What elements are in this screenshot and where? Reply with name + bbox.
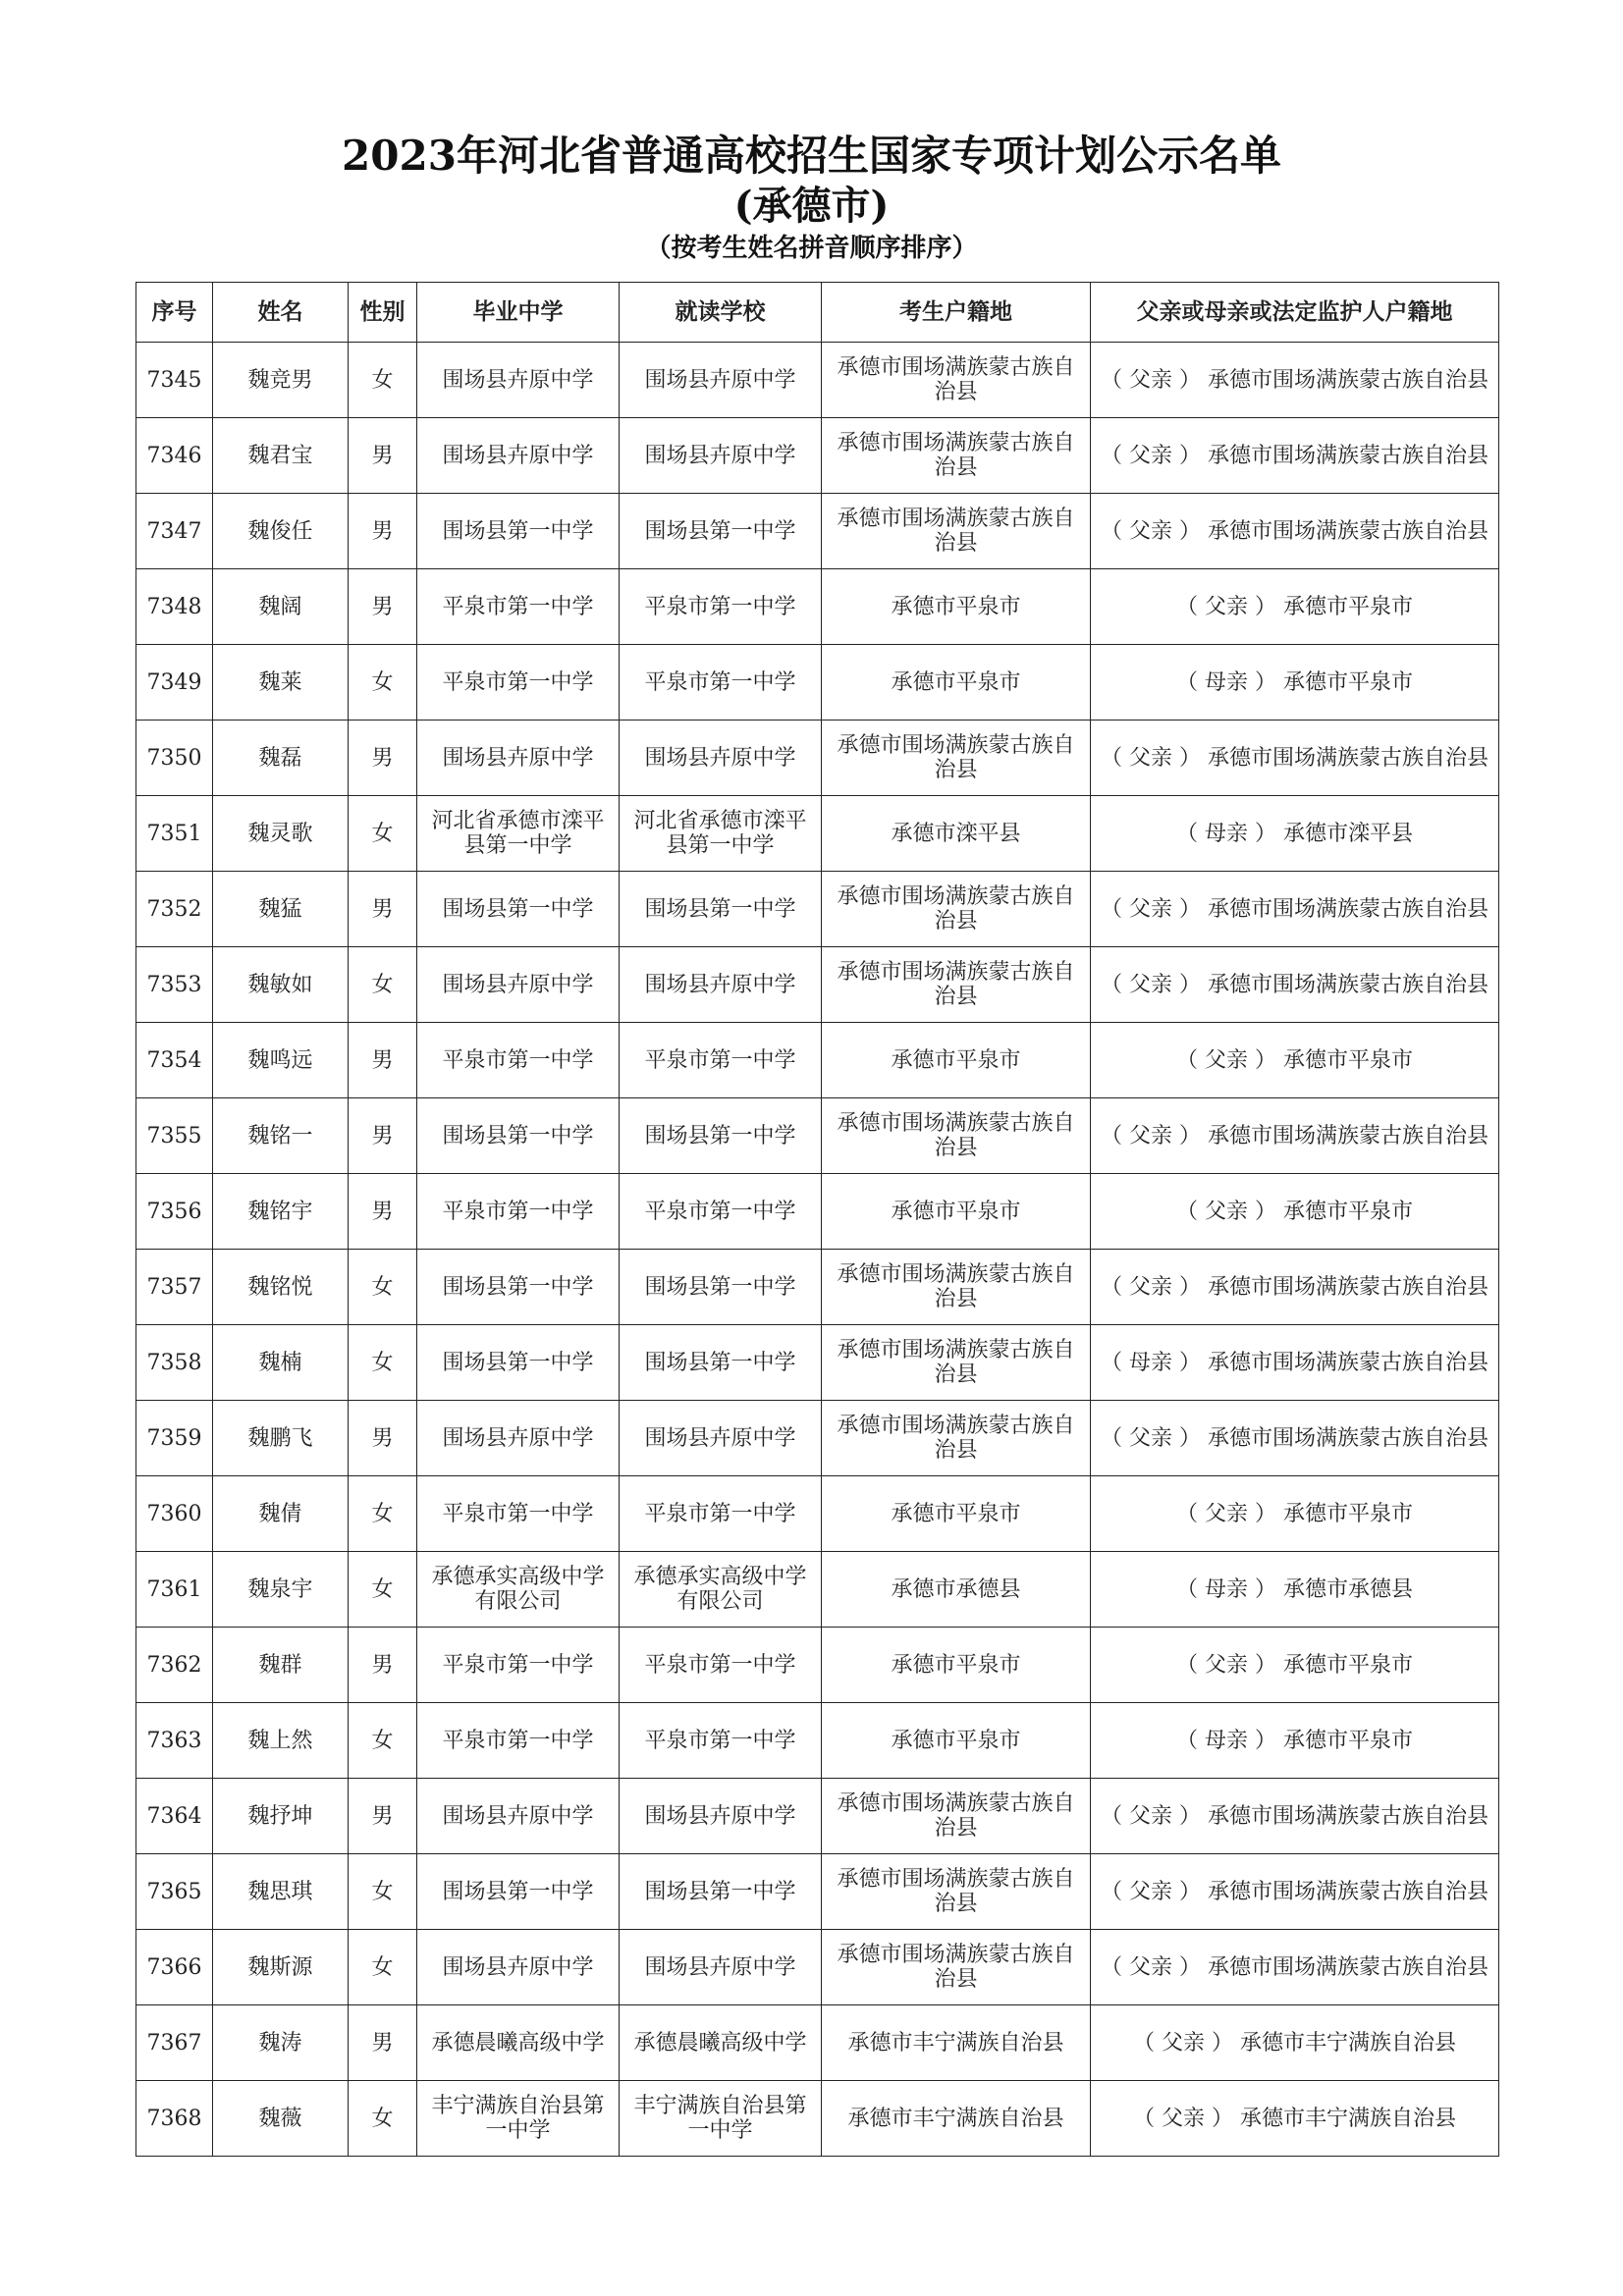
cell-current-school: 围场县卉原中学 (620, 418, 822, 494)
cell-candidate-residence: 承德市平泉市 (822, 1628, 1091, 1703)
cell-candidate-residence: 承德市承德县 (822, 1552, 1091, 1628)
cell-gender: 女 (349, 1703, 417, 1779)
cell-current-school: 围场县第一中学 (620, 872, 822, 947)
cell-guardian-residence: （ 母亲 ） 承德市承德县 (1091, 1552, 1499, 1628)
cell-guardian-residence: （ 父亲 ） 承德市丰宁满族自治县 (1091, 2005, 1499, 2081)
cell-graduated-school: 平泉市第一中学 (417, 569, 620, 645)
cell-name: 魏阔 (213, 569, 349, 645)
cell-name: 魏薇 (213, 2081, 349, 2157)
cell-current-school: 围场县第一中学 (620, 1098, 822, 1174)
cell-index: 7356 (136, 1174, 213, 1250)
cell-graduated-school: 围场县第一中学 (417, 1098, 620, 1174)
cell-index: 7352 (136, 872, 213, 947)
table-row (136, 1628, 1499, 1703)
cell-index: 7347 (136, 494, 213, 569)
cell-index: 7355 (136, 1098, 213, 1174)
cell-graduated-school: 承德承实高级中学有限公司 (417, 1552, 620, 1628)
table-row (136, 947, 1499, 1023)
header-cell-current-school: 就读学校 (620, 283, 822, 343)
cell-name: 魏莱 (213, 645, 349, 721)
cell-guardian-residence: （ 父亲 ） 承德市围场满族蒙古族自治县 (1091, 1401, 1499, 1476)
cell-graduated-school: 平泉市第一中学 (417, 1703, 620, 1779)
cell-graduated-school: 围场县第一中学 (417, 1250, 620, 1325)
cell-guardian-residence: （ 父亲 ） 承德市围场满族蒙古族自治县 (1091, 947, 1499, 1023)
table-row (136, 418, 1499, 494)
cell-current-school: 围场县卉原中学 (620, 1779, 822, 1854)
cell-current-school: 承德晨曦高级中学 (620, 2005, 822, 2081)
cell-index: 7361 (136, 1552, 213, 1628)
table-row (136, 343, 1499, 418)
cell-name: 魏俊任 (213, 494, 349, 569)
cell-name: 魏铭悦 (213, 1250, 349, 1325)
cell-graduated-school: 围场县卉原中学 (417, 947, 620, 1023)
cell-guardian-residence: （ 母亲 ） 承德市滦平县 (1091, 796, 1499, 872)
cell-candidate-residence: 承德市平泉市 (822, 1476, 1091, 1552)
cell-index: 7360 (136, 1476, 213, 1552)
table-row (136, 1325, 1499, 1401)
table-row (136, 721, 1499, 796)
cell-candidate-residence: 承德市丰宁满族自治县 (822, 2005, 1091, 2081)
cell-candidate-residence: 承德市平泉市 (822, 1174, 1091, 1250)
cell-current-school: 围场县卉原中学 (620, 1930, 822, 2005)
cell-gender: 女 (349, 1552, 417, 1628)
cell-graduated-school: 平泉市第一中学 (417, 1023, 620, 1098)
cell-guardian-residence: （ 父亲 ） 承德市平泉市 (1091, 1174, 1499, 1250)
cell-graduated-school: 围场县卉原中学 (417, 343, 620, 418)
cell-gender: 男 (349, 569, 417, 645)
cell-current-school: 围场县第一中学 (620, 1325, 822, 1401)
cell-index: 7368 (136, 2081, 213, 2157)
cell-gender: 女 (349, 1930, 417, 2005)
cell-current-school: 围场县第一中学 (620, 494, 822, 569)
cell-name: 魏鹏飞 (213, 1401, 349, 1476)
table-row (136, 1174, 1499, 1250)
cell-index: 7353 (136, 947, 213, 1023)
cell-graduated-school: 围场县卉原中学 (417, 1401, 620, 1476)
cell-guardian-residence: （ 父亲 ） 承德市平泉市 (1091, 1023, 1499, 1098)
cell-candidate-residence: 承德市围场满族蒙古族自治县 (822, 721, 1091, 796)
cell-gender: 男 (349, 2005, 417, 2081)
cell-guardian-residence: （ 父亲 ） 承德市平泉市 (1091, 1476, 1499, 1552)
cell-graduated-school: 围场县第一中学 (417, 1325, 620, 1401)
cell-index: 7351 (136, 796, 213, 872)
cell-index: 7364 (136, 1779, 213, 1854)
cell-guardian-residence: （ 父亲 ） 承德市围场满族蒙古族自治县 (1091, 343, 1499, 418)
cell-gender: 女 (349, 1325, 417, 1401)
table-row (136, 2081, 1499, 2157)
cell-index: 7367 (136, 2005, 213, 2081)
cell-index: 7362 (136, 1628, 213, 1703)
cell-candidate-residence: 承德市丰宁满族自治县 (822, 2081, 1091, 2157)
cell-graduated-school: 平泉市第一中学 (417, 1628, 620, 1703)
cell-index: 7359 (136, 1401, 213, 1476)
cell-gender: 男 (349, 418, 417, 494)
header-cell-gender: 性别 (349, 283, 417, 343)
cell-name: 魏铭一 (213, 1098, 349, 1174)
cell-gender: 男 (349, 1401, 417, 1476)
cell-name: 魏抒坤 (213, 1779, 349, 1854)
cell-graduated-school: 围场县第一中学 (417, 872, 620, 947)
cell-guardian-residence: （ 父亲 ） 承德市围场满族蒙古族自治县 (1091, 1779, 1499, 1854)
cell-guardian-residence: （ 父亲 ） 承德市围场满族蒙古族自治县 (1091, 1098, 1499, 1174)
table-row (136, 1703, 1499, 1779)
cell-current-school: 围场县卉原中学 (620, 1401, 822, 1476)
cell-guardian-residence: （ 父亲 ） 承德市围场满族蒙古族自治县 (1091, 872, 1499, 947)
cell-graduated-school: 河北省承德市滦平县第一中学 (417, 796, 620, 872)
table-row (136, 1250, 1499, 1325)
cell-index: 7345 (136, 343, 213, 418)
cell-name: 魏泉宇 (213, 1552, 349, 1628)
cell-guardian-residence: （ 父亲 ） 承德市围场满族蒙古族自治县 (1091, 418, 1499, 494)
cell-name: 魏铭宇 (213, 1174, 349, 1250)
header-row (136, 283, 1499, 343)
cell-gender: 女 (349, 947, 417, 1023)
cell-name: 魏倩 (213, 1476, 349, 1552)
document-title: 2023年河北省普通高校招生国家专项计划公示名单 (342, 132, 1281, 180)
cell-name: 魏上然 (213, 1703, 349, 1779)
cell-index: 7349 (136, 645, 213, 721)
cell-graduated-school: 平泉市第一中学 (417, 645, 620, 721)
cell-current-school: 平泉市第一中学 (620, 1174, 822, 1250)
cell-candidate-residence: 承德市围场满族蒙古族自治县 (822, 1325, 1091, 1401)
cell-gender: 女 (349, 2081, 417, 2157)
cell-name: 魏灵歌 (213, 796, 349, 872)
cell-current-school: 围场县卉原中学 (620, 343, 822, 418)
header-cell-candidate-residence: 考生户籍地 (822, 283, 1091, 343)
cell-candidate-residence: 承德市围场满族蒙古族自治县 (822, 1854, 1091, 1930)
cell-candidate-residence: 承德市围场满族蒙古族自治县 (822, 872, 1091, 947)
cell-guardian-residence: （ 父亲 ） 承德市围场满族蒙古族自治县 (1091, 721, 1499, 796)
cell-current-school: 平泉市第一中学 (620, 1703, 822, 1779)
cell-graduated-school: 平泉市第一中学 (417, 1476, 620, 1552)
cell-guardian-residence: （ 母亲 ） 承德市围场满族蒙古族自治县 (1091, 1325, 1499, 1401)
cell-graduated-school: 围场县卉原中学 (417, 1930, 620, 2005)
cell-candidate-residence: 承德市围场满族蒙古族自治县 (822, 1250, 1091, 1325)
cell-guardian-residence: （ 母亲 ） 承德市平泉市 (1091, 645, 1499, 721)
cell-candidate-residence: 承德市围场满族蒙古族自治县 (822, 1930, 1091, 2005)
cell-guardian-residence: （ 母亲 ） 承德市平泉市 (1091, 1703, 1499, 1779)
table-row (136, 1401, 1499, 1476)
cell-candidate-residence: 承德市围场满族蒙古族自治县 (822, 343, 1091, 418)
table-row (136, 1476, 1499, 1552)
cell-name: 魏涛 (213, 2005, 349, 2081)
cell-guardian-residence: （ 父亲 ） 承德市平泉市 (1091, 1628, 1499, 1703)
table-row (136, 1779, 1499, 1854)
table-row (136, 1552, 1499, 1628)
cell-candidate-residence: 承德市平泉市 (822, 1023, 1091, 1098)
cell-name: 魏思琪 (213, 1854, 349, 1930)
cell-gender: 女 (349, 1854, 417, 1930)
table-row (136, 2005, 1499, 2081)
cell-gender: 女 (349, 645, 417, 721)
table-row (136, 569, 1499, 645)
table-row (136, 796, 1499, 872)
cell-guardian-residence: （ 父亲 ） 承德市平泉市 (1091, 569, 1499, 645)
cell-current-school: 平泉市第一中学 (620, 1023, 822, 1098)
cell-name: 魏竞男 (213, 343, 349, 418)
table-row (136, 872, 1499, 947)
cell-gender: 女 (349, 796, 417, 872)
cell-gender: 男 (349, 1779, 417, 1854)
roster-body (136, 343, 1499, 2157)
cell-name: 魏鸣远 (213, 1023, 349, 1098)
cell-gender: 男 (349, 1098, 417, 1174)
cell-gender: 男 (349, 721, 417, 796)
cell-index: 7357 (136, 1250, 213, 1325)
cell-index: 7346 (136, 418, 213, 494)
cell-candidate-residence: 承德市平泉市 (822, 569, 1091, 645)
cell-candidate-residence: 承德市围场满族蒙古族自治县 (822, 947, 1091, 1023)
cell-index: 7365 (136, 1854, 213, 1930)
cell-current-school: 围场县第一中学 (620, 1250, 822, 1325)
cell-candidate-residence: 承德市围场满族蒙古族自治县 (822, 1779, 1091, 1854)
roster-table (135, 282, 1499, 2157)
cell-index: 7366 (136, 1930, 213, 2005)
cell-candidate-residence: 承德市围场满族蒙古族自治县 (822, 1098, 1091, 1174)
cell-graduated-school: 围场县卉原中学 (417, 721, 620, 796)
cell-graduated-school: 围场县第一中学 (417, 494, 620, 569)
cell-graduated-school: 平泉市第一中学 (417, 1174, 620, 1250)
cell-name: 魏群 (213, 1628, 349, 1703)
cell-index: 7350 (136, 721, 213, 796)
cell-guardian-residence: （ 父亲 ） 承德市围场满族蒙古族自治县 (1091, 1930, 1499, 2005)
cell-name: 魏磊 (213, 721, 349, 796)
cell-index: 7354 (136, 1023, 213, 1098)
cell-guardian-residence: （ 父亲 ） 承德市围场满族蒙古族自治县 (1091, 1854, 1499, 1930)
cell-name: 魏君宝 (213, 418, 349, 494)
cell-gender: 男 (349, 1628, 417, 1703)
table-row (136, 1930, 1499, 2005)
cell-name: 魏斯源 (213, 1930, 349, 2005)
cell-index: 7363 (136, 1703, 213, 1779)
cell-gender: 男 (349, 872, 417, 947)
cell-name: 魏猛 (213, 872, 349, 947)
cell-gender: 女 (349, 1476, 417, 1552)
cell-name: 魏楠 (213, 1325, 349, 1401)
cell-current-school: 围场县第一中学 (620, 1854, 822, 1930)
table-row (136, 1023, 1499, 1098)
cell-candidate-residence: 承德市围场满族蒙古族自治县 (822, 418, 1091, 494)
cell-candidate-residence: 承德市平泉市 (822, 1703, 1091, 1779)
table-row (136, 1098, 1499, 1174)
cell-current-school: 承德承实高级中学有限公司 (620, 1552, 822, 1628)
cell-current-school: 丰宁满族自治县第一中学 (620, 2081, 822, 2157)
cell-candidate-residence: 承德市滦平县 (822, 796, 1091, 872)
document-subtitle: (承德市) (733, 183, 890, 229)
cell-current-school: 平泉市第一中学 (620, 1476, 822, 1552)
cell-gender: 男 (349, 1023, 417, 1098)
cell-index: 7358 (136, 1325, 213, 1401)
cell-gender: 女 (349, 343, 417, 418)
header-cell-graduated-school: 毕业中学 (417, 283, 620, 343)
cell-current-school: 河北省承德市滦平县第一中学 (620, 796, 822, 872)
cell-current-school: 平泉市第一中学 (620, 1628, 822, 1703)
cell-candidate-residence: 承德市围场满族蒙古族自治县 (822, 1401, 1091, 1476)
cell-gender: 男 (349, 494, 417, 569)
sort-note: （按考生姓名拼音顺序排序） (645, 234, 978, 263)
table-row (136, 494, 1499, 569)
cell-graduated-school: 围场县卉原中学 (417, 1779, 620, 1854)
cell-current-school: 围场县卉原中学 (620, 721, 822, 796)
cell-graduated-school: 承德晨曦高级中学 (417, 2005, 620, 2081)
cell-index: 7348 (136, 569, 213, 645)
cell-graduated-school: 围场县第一中学 (417, 1854, 620, 1930)
cell-graduated-school: 围场县卉原中学 (417, 418, 620, 494)
cell-guardian-residence: （ 父亲 ） 承德市围场满族蒙古族自治县 (1091, 1250, 1499, 1325)
cell-gender: 女 (349, 1250, 417, 1325)
cell-candidate-residence: 承德市平泉市 (822, 645, 1091, 721)
header-cell-index: 序号 (136, 283, 213, 343)
cell-gender: 男 (349, 1174, 417, 1250)
table-row (136, 645, 1499, 721)
cell-current-school: 平泉市第一中学 (620, 645, 822, 721)
cell-current-school: 平泉市第一中学 (620, 569, 822, 645)
cell-candidate-residence: 承德市围场满族蒙古族自治县 (822, 494, 1091, 569)
cell-graduated-school: 丰宁满族自治县第一中学 (417, 2081, 620, 2157)
cell-guardian-residence: （ 父亲 ） 承德市丰宁满族自治县 (1091, 2081, 1499, 2157)
header-cell-guardian-residence: 父亲或母亲或法定监护人户籍地 (1091, 283, 1499, 343)
cell-current-school: 围场县卉原中学 (620, 947, 822, 1023)
header-cell-name: 姓名 (213, 283, 349, 343)
cell-name: 魏敏如 (213, 947, 349, 1023)
table-row (136, 1854, 1499, 1930)
cell-guardian-residence: （ 父亲 ） 承德市围场满族蒙古族自治县 (1091, 494, 1499, 569)
